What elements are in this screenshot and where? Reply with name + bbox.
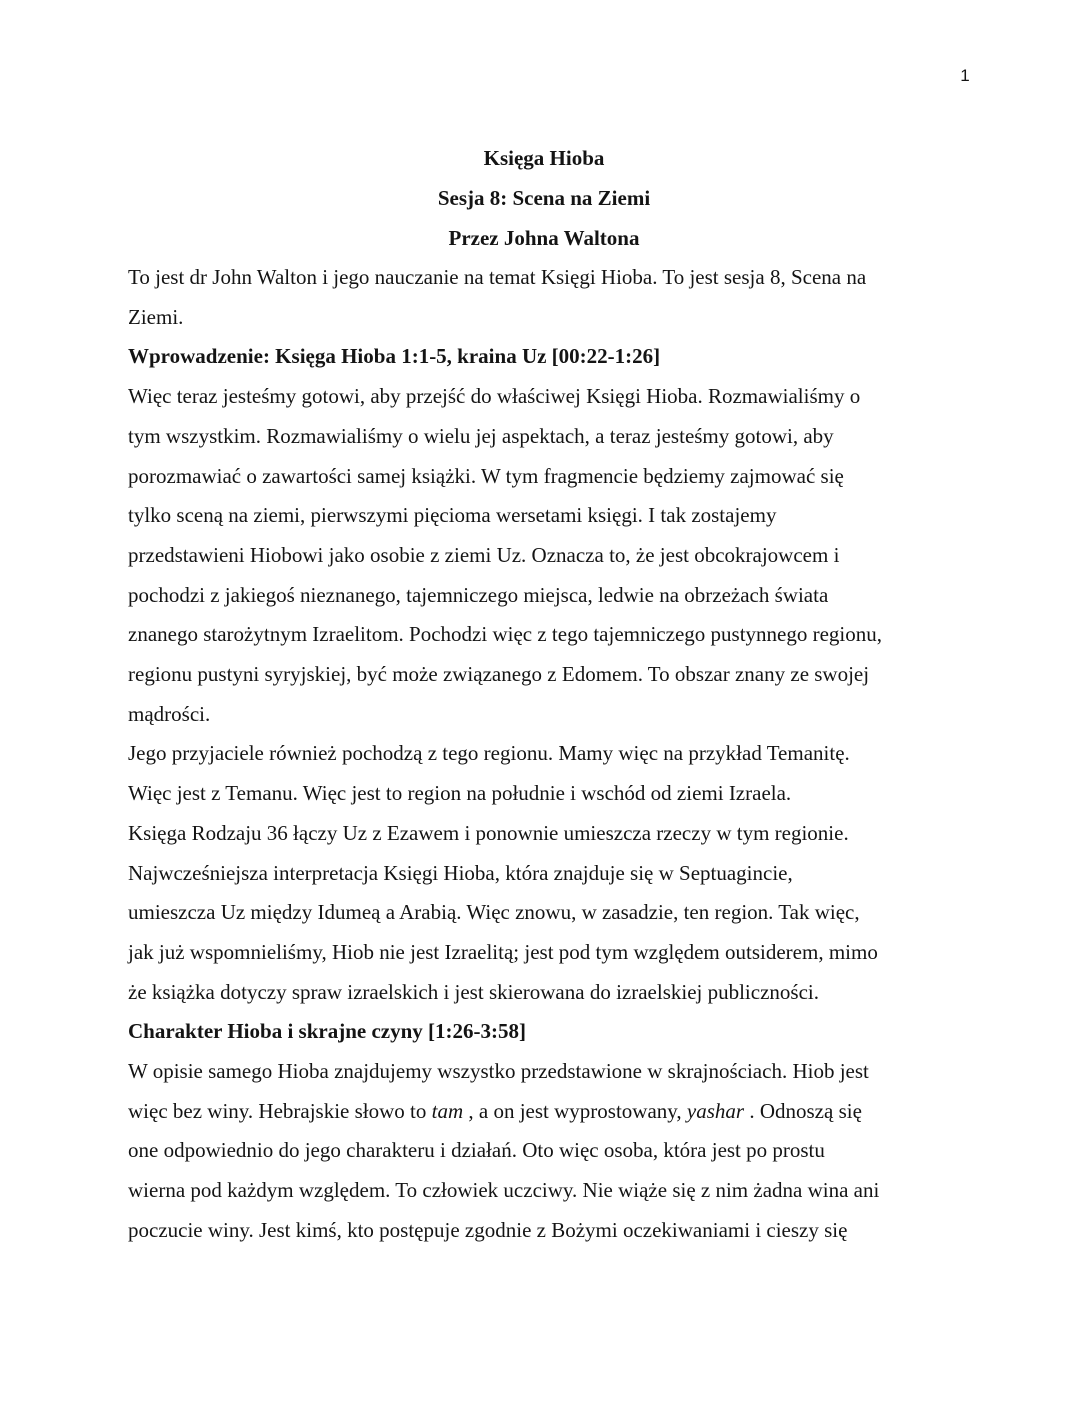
paragraph-line: Najwcześniejsza interpretacja Księgi Hioba, która znajduje się w Septuagincie, [128,860,793,885]
paragraph-line: umieszcza Uz między Idumeą a Arabią. Więc znowu, w zasadzie, ten region. Tak więc, [128,900,860,925]
paragraph-line: Jego przyjaciele również pochodzą z tego regionu. Mamy więc na przykład Temanitę. [128,741,850,766]
author-line: Przez Johna Waltona [448,226,640,250]
paragraph-line: jak już wspomnieliśmy, Hiob nie jest Izraelitą; jest pod tym względem outsiderem, mimo [128,939,878,964]
document-body [128,258,978,1251]
paragraph-line: przedstawieni Hiobowi jako osobie z ziemi Uz. Oznacza to, że jest obcokrajowcem i [128,542,840,567]
section-heading-introduction: Wprowadzenie: Księga Hioba 1:1-5, kraina Uz [00:22-1:26] [128,344,661,369]
hebrew-term-tam: tam [431,1098,464,1123]
text-fragment: więc bez winy. Hebrajskie słowo to [128,1098,432,1123]
page-number: 1 [960,66,970,85]
intro-line: To jest dr John Walton i jego nauczanie na temat Księgi Hioba. To jest sesja 8, Scena na [128,265,867,289]
paragraph-line: porozmawiać o zawartości samej książki. W tym fragmencie będziemy zajmować się [128,463,844,488]
paragraph-line: W opisie samego Hioba znajdujemy wszystko przedstawione w skrajnościach. Hiob jest [128,1059,869,1084]
hebrew-term-yashar: yashar [686,1098,745,1123]
paragraph-line: regionu pustyni syryjskiej, być może związanego z Edomem. To obszar znany ze swojej [128,662,870,687]
intro-line: Ziemi. [128,304,184,329]
paragraph-line: znanego starożytnym Izraelitom. Pochodzi więc z tego tajemniczego pustynnego regionu, [128,622,883,647]
session-title: Sesja 8: Scena na Ziemi [437,186,651,210]
paragraph-line: Więc jest z Temanu. Więc jest to region na południe i wschód od ziemi Izraela. [128,781,792,806]
paragraph-line: Księga Rodzaju 36 łączy Uz z Ezawem i ponownie umieszcza rzeczy w tym regionie. [128,820,849,845]
paragraph-line: Więc teraz jesteśmy gotowi, aby przejść do właściwej Księgi Hioba. Rozmawialiśmy o [128,384,861,409]
paragraph-line: poczucie winy. Jest kimś, kto postępuje zgodnie z Bożymi oczekiwaniami i cieszy się [128,1217,848,1242]
text-fragment: . Odnoszą się [744,1098,862,1123]
paragraph-line: tylko sceną na ziemi, pierwszymi pięcioma wersetami księgi. I tak zostajemy [128,503,777,528]
text-fragment: , a on jest wyprostowany, [463,1098,687,1123]
paragraph-line: one odpowiednio do jego charakteru i działań. Oto więc osoba, która jest po prostu [128,1138,825,1163]
paragraph-line: tym wszystkim. Rozmawialiśmy o wielu jej aspektach, a teraz jesteśmy gotowi, aby [128,423,834,448]
paragraph-line: że książka dotyczy spraw izraelskich i jest skierowana do izraelskiej publiczności. [128,979,819,1004]
paragraph-line: mądrości. [128,701,211,726]
paragraph-line [128,1092,978,1132]
section-heading-character: Charakter Hioba i skrajne czyny [1:26-3:58] [128,1019,526,1044]
paragraph-line: pochodzi z jakiegoś nieznanego, tajemniczego miejsca, ledwie na obrzeżach świata [128,582,829,607]
book-title: Księga Hioba [483,146,605,170]
paragraph-line: wierna pod każdym względem. To człowiek uczciwy. Nie wiąże się z nim żadna wina ani [128,1178,880,1203]
